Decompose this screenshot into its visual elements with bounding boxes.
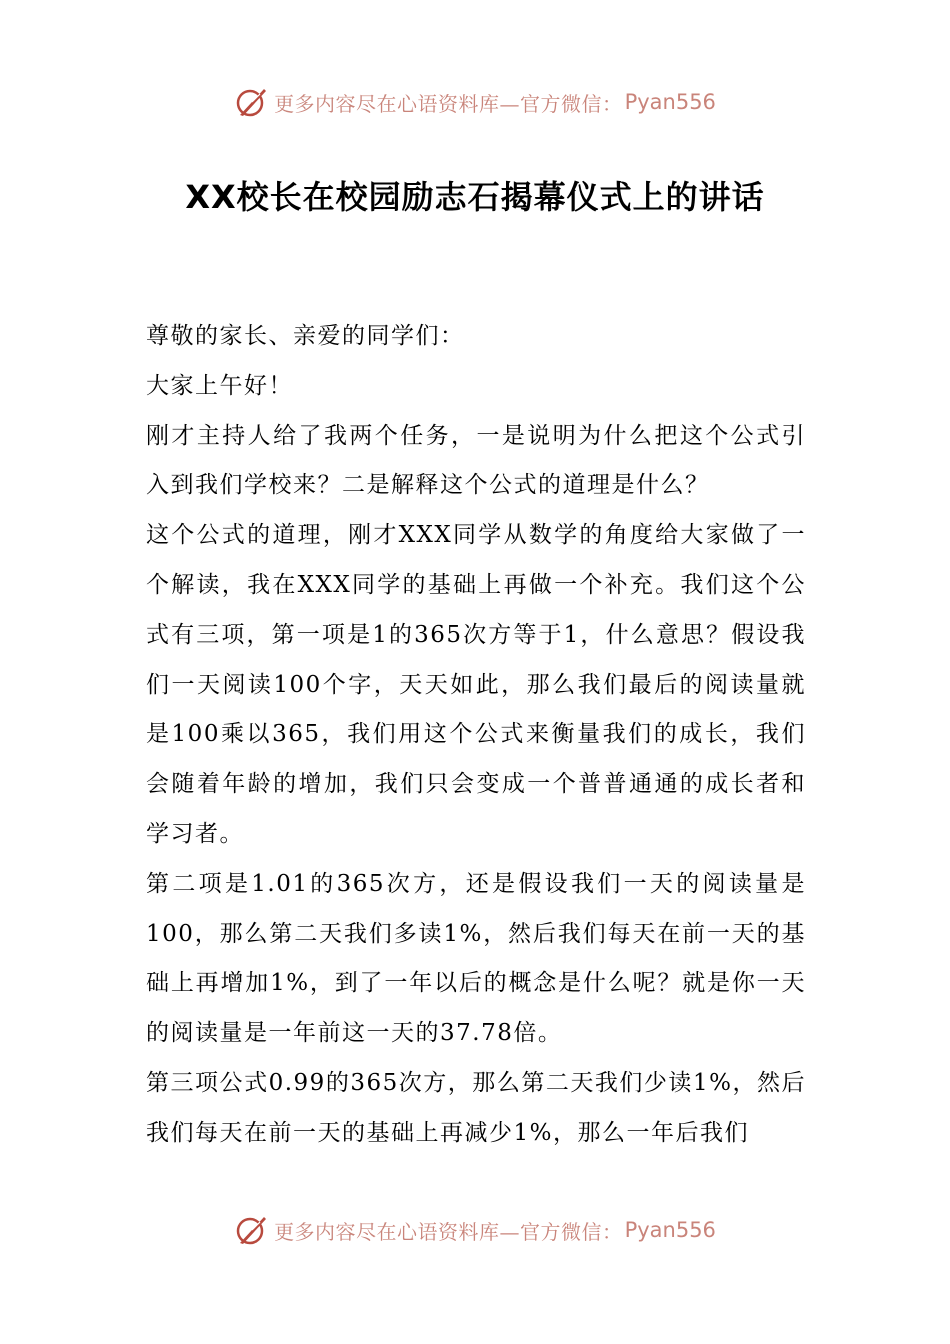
banner-text: 更多内容尽在心语资料库—官方微信： bbox=[274, 91, 623, 116]
banner-text: 更多内容尽在心语资料库—官方微信： bbox=[274, 1219, 623, 1244]
paragraph-salutation: 尊敬的家长、亲爱的同学们： bbox=[146, 323, 465, 349]
quill-logo-icon bbox=[234, 84, 270, 120]
header-watermark-banner bbox=[0, 82, 950, 122]
paragraph: 第二项是1.01的365次方，还是假设我们一天的阅读量是100，那么第二天我们多读1%，然后我们每天在前一天的基础上再增加1%，到了一年以后的概念是什么呢？就是你一天的阅读量是一年前这一天的37.78倍。 bbox=[146, 870, 806, 1047]
banner-wechat-id: Pyan556 bbox=[624, 90, 716, 114]
paragraph: 刚才主持人给了我两个任务，一是说明为什么把这个公式引入到我们学校来？二是解释这个公式的道理是什么？ bbox=[146, 422, 806, 499]
banner-wechat-id: Pyan556 bbox=[624, 1218, 716, 1242]
document-body bbox=[146, 312, 806, 1159]
paragraph: 这个公式的道理，刚才XXX同学从数学的角度给大家做了一个解读，我在XXX同学的基础上再做一个补充。我们这个公式有三项，第一项是1的365次方等于1，什么意思？假设我们一天阅读100个字，天天如此，那么我们最后的阅读量就是100乘以365，我们用这个公式来衡量我们的成长，我们会随着年龄的增加，我们只会变成一个普普通通的成长者和学习者。 bbox=[146, 522, 806, 847]
paragraph-greeting: 大家上午好！ bbox=[146, 372, 293, 399]
quill-logo-icon bbox=[234, 1212, 270, 1248]
paragraph: 第三项公式0.99的365次方，那么第二天我们少读1%，然后我们每天在前一天的基础上再减少1%，那么一年后我们 bbox=[146, 1069, 806, 1146]
footer-watermark-banner bbox=[0, 1210, 950, 1250]
document-title: XX校长在校园励志石揭幕仪式上的讲话 bbox=[185, 178, 765, 216]
